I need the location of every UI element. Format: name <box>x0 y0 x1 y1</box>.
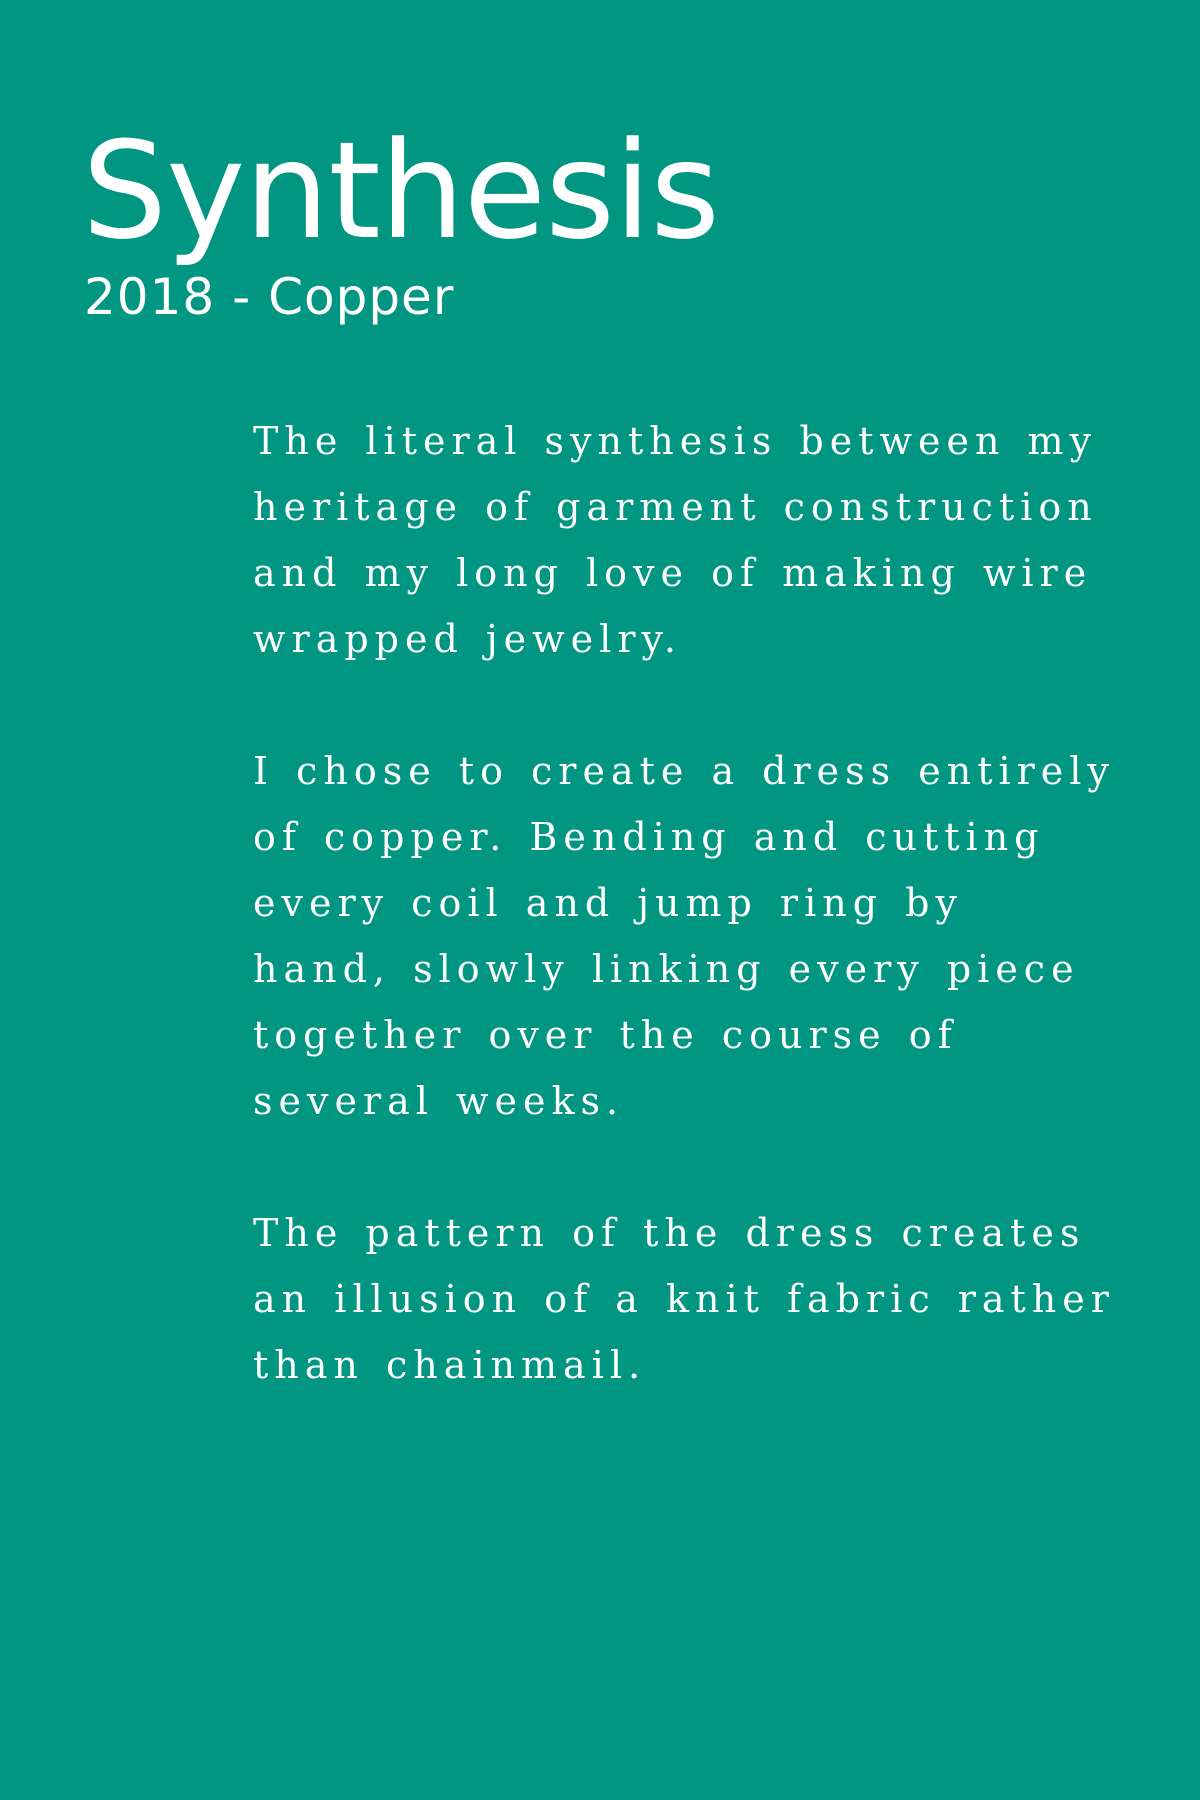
project-subtitle: 2018 - Copper <box>84 268 455 326</box>
description-line: several weeks. <box>253 1079 625 1123</box>
description-line: wrapped jewelry. <box>253 617 682 661</box>
description-line: of copper. Bending and cutting <box>253 815 1045 859</box>
description-line: than chainmail. <box>253 1343 647 1387</box>
project-description <box>253 408 1115 1398</box>
description-line: I chose to create a dress entirely <box>253 749 1115 793</box>
description-line: every coil and jump ring by <box>253 881 963 925</box>
project-header <box>82 113 720 326</box>
description-line: heritage of garment construction <box>253 485 1098 529</box>
page-title: Synthesis <box>82 113 720 269</box>
description-paragraph-3 <box>253 1200 1115 1398</box>
description-line: together over the course of <box>253 1013 958 1057</box>
description-line: The literal synthesis between my <box>253 419 1098 463</box>
description-paragraph-1 <box>253 408 1103 672</box>
description-line: and my long love of making wire <box>253 551 1093 595</box>
description-line: an illusion of a knit fabric rather <box>253 1277 1115 1321</box>
description-paragraph-2 <box>253 738 1115 1134</box>
description-line: The pattern of the dress creates <box>253 1211 1086 1255</box>
description-line: hand, slowly linking every piece <box>253 947 1080 991</box>
